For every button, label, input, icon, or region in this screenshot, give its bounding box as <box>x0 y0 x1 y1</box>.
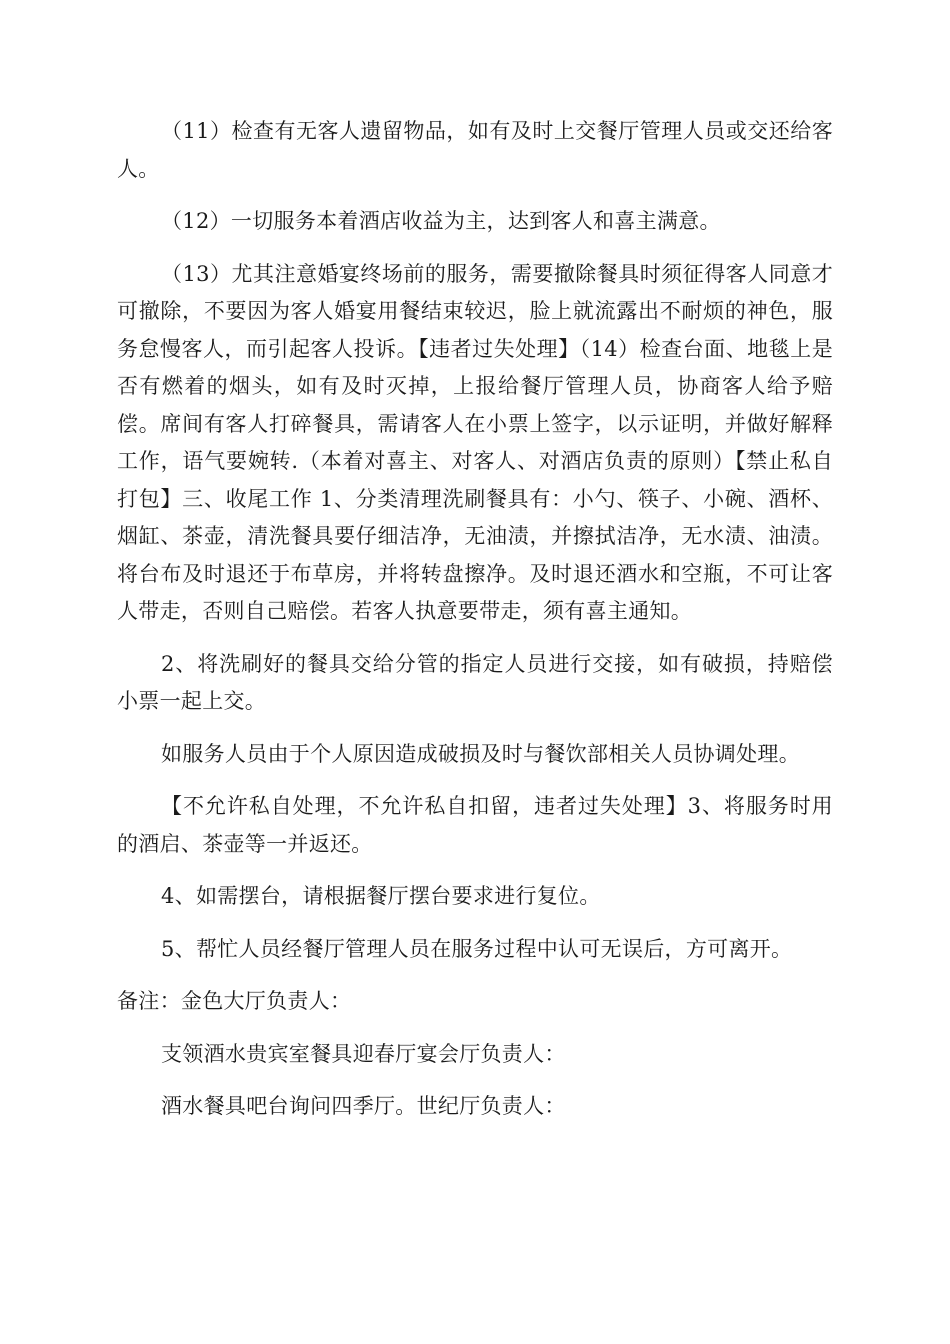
document-body <box>117 113 833 1141</box>
paragraph-closing-step-2: 2、将洗刷好的餐具交给分管的指定人员进行交接，如有破损，持赔偿小票一起上交。 <box>117 651 833 713</box>
paragraph-closing-step-5: 5、帮忙人员经餐厅管理人员在服务过程中认可无误后，方可离开。 <box>161 936 793 961</box>
paragraph-closing-step-4: 4、如需摆台，请根据餐厅摆台要求进行复位。 <box>161 884 601 908</box>
paragraph-breakage-handling: 如服务人员由于个人原因造成破损及时与餐饮部相关人员协调处理。 <box>161 741 800 766</box>
paragraph-responsible-century: 酒水餐具吧台询问四季厅。世纪厅负责人： <box>161 1094 566 1118</box>
paragraph-item-13-14-closing-work: （13）尤其注意婚宴终场前的服务，需要撤除餐具时须征得客人同意才可撤除，不要因为客人婚宴用餐结束较迟，脸上就流露出不耐烦的神色，服务怠慢客人，而引起客人投诉。【违者过失处理】（14）检查台面、地毯上是否有燃着的烟头，如有及时灭掉，上报给餐厅管理人员，协商客人给予赔偿。席间有客人打碎餐具，需请客人在小票上签字，以示证明，并做好解释工作，语气要婉转.（本着对喜主、对客人、对酒店负责的原则）【禁止私自打包】三、收尾工作 1、分类清理洗刷餐具有：小勺、筷子、小碗、酒杯、烟缸、茶壶，清洗餐具要仔细洁净，无油渍，并擦拭洁净，无水渍、油渍。将台布及时退还于布草房，并将转盘擦净。及时退还酒水和空瓶，不可让客人带走，否则自己赔偿。若客人执意要带走，须有喜主通知。 <box>117 261 833 623</box>
paragraph-item-11: （11）检查有无客人遗留物品，如有及时上交餐厅管理人员或交还给客人。 <box>117 119 833 181</box>
paragraph-responsible-yingchun: 支领酒水贵宾室餐具迎春厅宴会厅负责人： <box>161 1041 566 1066</box>
paragraph-item-12: （12）一切服务本着酒店收益为主，达到客人和喜主满意。 <box>161 209 721 233</box>
paragraph-closing-step-3: 【不允许私自处理，不允许私自扣留，违者过失处理】3、将服务时用的酒启、茶壶等一并返还。 <box>117 794 833 856</box>
paragraph-remarks: 备注：金色大厅负责人： <box>117 989 352 1013</box>
